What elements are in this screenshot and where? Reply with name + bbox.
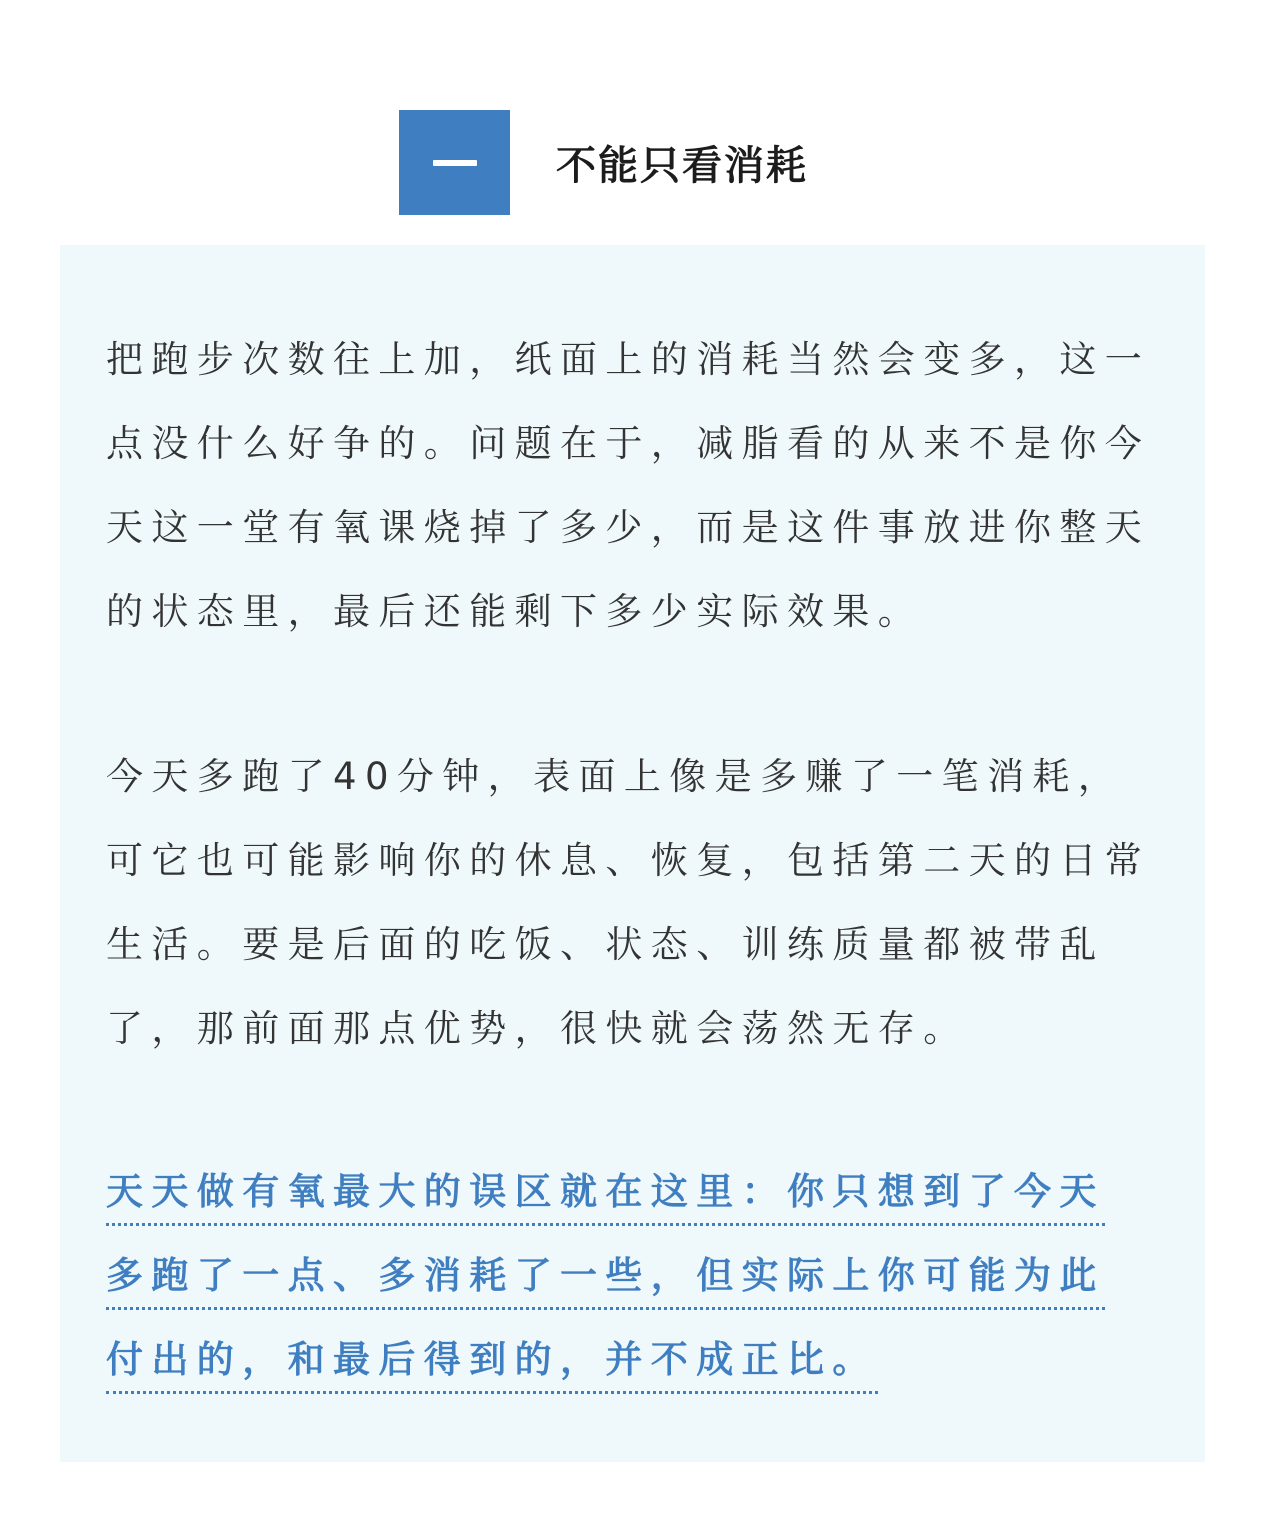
highlight-line-text: 多跑了一点、多消耗了一些，但实际上你可能为此 xyxy=(106,1235,1105,1310)
highlight-line-text: 付出的，和最后得到的，并不成正比。 xyxy=(106,1319,878,1394)
highlight-quote xyxy=(106,1150,1160,1402)
paragraph-1: 把跑步次数往上加，纸面上的消耗当然会变多，这一点没什么好争的。问题在于，减脂看的从来不是你今天这一堂有氧课烧掉了多少，而是这件事放进你整天的状态里，最后还能剩下多少实际效果。 xyxy=(106,338,1151,633)
highlight-line xyxy=(106,1234,1160,1318)
highlight-line xyxy=(106,1318,1160,1402)
content-panel xyxy=(60,245,1205,1462)
highlight-line-text: 天天做有氧最大的误区就在这里：你只想到了今天 xyxy=(106,1151,1105,1226)
highlight-line xyxy=(106,1150,1160,1234)
paragraph-2: 今天多跑了40分钟，表面上像是多赚了一笔消耗，可它也可能影响你的休息、恢复，包括第二天的日常生活。要是后面的吃饭、状态、训练质量都被带乱了，那前面那点优势，很快就会荡然无存。 xyxy=(106,755,1151,1050)
section-number-glyph xyxy=(433,160,477,166)
section-header xyxy=(399,110,808,215)
section-title: 不能只看消耗 xyxy=(556,143,808,189)
section-number-badge xyxy=(399,110,510,215)
